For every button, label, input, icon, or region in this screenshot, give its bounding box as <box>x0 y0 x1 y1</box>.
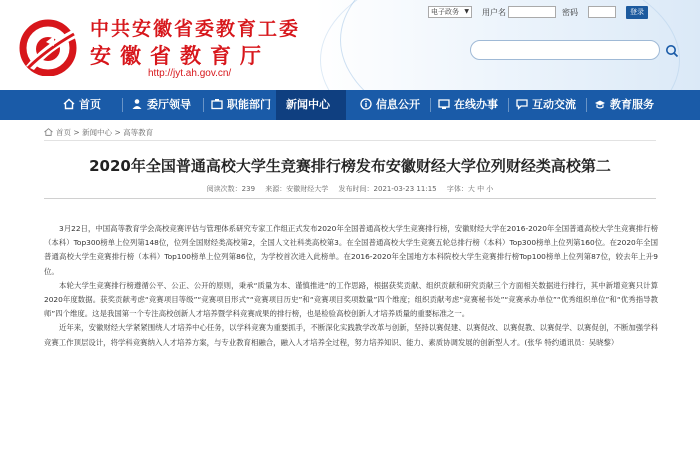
article-paragraph: 本轮大学生竞赛排行榜遵循公平、公正、公开的原则，秉承“质量为本、谨慎推进”的工作思路，根据获奖贡献、组织贡献和研究贡献三个方面相关数据进行排行，其中新增竞赛只计算2020年度数据。获奖贡献考虑“竞赛项目等级”“竞赛项目形式”“竞赛项目历史”和“竞赛项目奖项数量”四个维度；组织贡献考虑“竞赛秘书处”“竞赛承办单位”“优秀组织单位”和“优秀指导教师”四个维度。这是我国第一个专注高校创新人才培养暨学科竞赛成果的排行榜，也是检验高校创新人才培养质量的重要标准之一。 <box>44 280 658 319</box>
login-button[interactable]: 登录 <box>626 6 648 19</box>
main-nav <box>0 90 700 120</box>
breadcrumb-separator: > <box>73 128 83 137</box>
search-input[interactable] <box>470 40 660 60</box>
article-paragraph: 近年来，安徽财经大学紧紧围绕人才培养中心任务，以学科竞赛为重要抓手，不断深化实践教学改革与创新，坚持以赛促建、以赛促改、以赛促教、以赛促学、以赛促创，不断加强学科竞赛工作顶层设计，将学科竞赛纳入人才培养方案，与专业教育相融合，融入人才培养全过程，努力培养知识、能力、素质协调发展的创新型人才。(张华 特约通讯员：吴晓黎） <box>44 323 658 347</box>
username-label: 用户名 <box>482 8 506 17</box>
nav-item-education-service[interactable]: 教育服务 <box>594 90 654 120</box>
nav-divider <box>430 98 431 112</box>
nav-item-online-service[interactable]: 在线办事 <box>438 90 498 120</box>
nav-divider <box>203 98 204 112</box>
breadcrumb-home[interactable]: 首页 <box>56 128 71 137</box>
article-paragraph: 3月22日，中国高等教育学会高校竞赛评估与管理体系研究专家工作组正式发布2020年全国普通高校大学生竞赛排行榜，安徽财经大学在2016-2020年全国普通高校大学生竞赛排行榜（本科）Top300榜单上位列第148位，位列全国财经类高校第2，全国人文社科类高校第3。在全国普通高校大学生竞赛五轮总排行榜（本科）Top300榜单上位列第160位。在2020年全国普通高校大学生竞赛排行榜（本科）Top100榜单上位列第86位，为学校首次进入此榜单。在2016-2020年全国地方本科院校大学生竞赛排行榜Top100榜单上位列第87位，较去年上升9位。 <box>44 224 658 276</box>
article-title: 2020年全国普通高校大学生竞赛排行榜发布安徽财经大学位列财经类高校第二 <box>89 157 611 175</box>
org-name-line2: 安徽省教育厅 <box>90 44 270 68</box>
font-size-switch[interactable]: 字体：大 中 小 <box>446 185 494 193</box>
nav-item-leaders[interactable]: 委厅领导 <box>131 90 191 120</box>
breadcrumb <box>44 127 153 138</box>
divider <box>44 198 656 199</box>
info-icon <box>360 98 372 110</box>
nav-item-home[interactable]: 首页 <box>63 90 101 120</box>
home-icon <box>44 128 53 136</box>
password-label: 密码 <box>562 8 578 17</box>
education-icon <box>594 98 606 110</box>
service-icon <box>438 98 450 110</box>
article-source: 来源：安徽财经大学 <box>265 185 329 193</box>
nav-divider <box>586 98 587 112</box>
site-header <box>0 0 700 90</box>
chat-icon <box>516 98 528 110</box>
home-icon <box>63 98 75 110</box>
department-icon <box>211 98 223 110</box>
breadcrumb-separator: > <box>114 128 124 137</box>
system-select-value: 电子政务 <box>431 8 459 16</box>
username-input[interactable] <box>508 6 556 18</box>
article-body <box>44 222 658 350</box>
org-name-line1: 中共安徽省委教育工委 <box>90 18 301 40</box>
education-emblem-logo[interactable] <box>16 16 80 76</box>
nav-item-info-disclosure[interactable]: 信息公开 <box>360 90 420 120</box>
system-select[interactable] <box>428 6 472 18</box>
article-views: 阅读次数：239 <box>206 185 256 193</box>
search-icon[interactable] <box>665 44 679 58</box>
nav-divider <box>122 98 123 112</box>
nav-item-news-center[interactable]: 新闻中心 <box>276 90 346 120</box>
password-input[interactable] <box>588 6 616 18</box>
chevron-down-icon: ▼ <box>464 8 469 15</box>
nav-item-departments[interactable]: 职能部门 <box>211 90 271 120</box>
breadcrumb-news-center[interactable]: 新闻中心 <box>82 128 113 137</box>
article-date: 发布时间：2021-03-23 11:15 <box>338 185 437 193</box>
site-url[interactable]: http://jyt.ah.gov.cn/ <box>148 68 232 79</box>
leader-icon <box>131 98 143 110</box>
nav-item-interaction[interactable]: 互动交流 <box>516 90 576 120</box>
article-meta <box>0 184 700 194</box>
breadcrumb-higher-education[interactable]: 高等教育 <box>123 128 154 137</box>
divider <box>44 140 656 141</box>
nav-divider <box>508 98 509 112</box>
